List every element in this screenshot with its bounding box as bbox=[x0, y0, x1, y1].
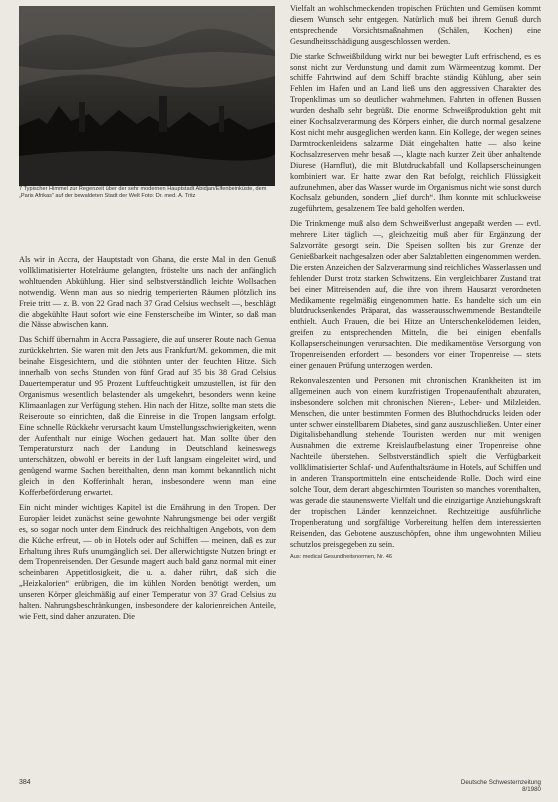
paragraph: Das Schiff übernahm in Accra Passagiere, die auf unserer Route nach Genua zurückkehrten. Sie waren mit den Jets aus Frankfurt/M. gekommen, die mit beinahe Eisgesichtern, und die stöhnten unter der feuchten Hitze. Sich innerhalb von sechs Stunden von fünf Grad auf 35 bis 38 Grad Celsius Dauertemperatur und 95 Prozent Luftfeuchtigkeit umzustellen, ist für den Organismus wesentlich belastender als umgekehrt, besonders wenn keine Klimaanlagen zur Verfügung stehen. Hin nach der Hitze, sollte man stets die Reiseroute so einrichten, daß die Einreise in die Tropen langsam erfolgt. Eine schnelle Rückkehr verursacht kaum Umstellungsschwierigkeiten, wenn der Aufenthalt nur einige Wochen gedauert hat. Man sollte über den Temperatursturz nach der Landung in Deutschland keineswegs unterschätzen, obwohl er bereits in der Luft langsam eingeleitet wird, und genügend warme Sachen bereithalten, denn man kommt bekanntlich nicht gleich in den Kofferinhalt heran, insbesondere wenn man eine Kofferbeförderung erwartet. bbox=[19, 335, 276, 498]
paragraph: Die starke Schweißbildung wirkt nur bei bewegter Luft erfrischend, es es sonst nicht zur Verdunstung und damit zum Wärmeentzug kommt. Der schiffe Fahrtwind auf dem Schiff brachte ständig Kühlung, aber sein Fehlen im Hafen und an Land ließ uns den aggressiven Charakter des Tropenklimas um so deutlicher wahrnehmen. Fahrten in offenen Bussen wurden deshalb sehr begrüßt. Die enorme Schweißproduktion geht mit einer Kochsalzverarmung des Körpers einher, die durch normal gesalzene Kost nicht mehr ausgeglichen werden kann. Ein Kollege, der wegen seines Darmtrockenleidens salzarme Diät eingehalten hatte — also keine Kochsalzreserven mehr besaß —, klagte nach kurzer Zeit über anhaltende Diurese (Harnflut), die mit Blutdruckabfall und Kollapserscheinungen kombiniert war. Er hatte zwar den Rat befolgt, reichlich Flüssigkeit aufzunehmen, aber das Wasser wurde im Organismus nicht wie sonst durch Kochsalz gebunden, sondern „lief durch“. Ihm konnte mit schluckweise zugeführtem, gesalzenem Tee bald geholfen werden. bbox=[290, 51, 541, 214]
photo-illustration bbox=[19, 6, 275, 186]
source-footnote: Aus: medical Gesundheitsnormen, Nr. 46 bbox=[290, 554, 392, 561]
tropical-sky-photo bbox=[19, 6, 275, 186]
page-number: 384 bbox=[19, 779, 31, 786]
paragraph: Vielfalt an wohlschmeckenden tropischen Früchten und Gemüsen kommt diesem Wunsch sehr entgegen. Natürlich muß bei ihrem Genuß durch entsprechende Vorsichtsmaßnahmen (Schälen, Kochen) eine Gesundheitsschädigung ausgeschlossen werden. bbox=[290, 4, 541, 46]
paragraph: Die Trinkmenge muß also dem Schweißverlust angepaßt werden — evtl. mehrere Liter täglich —, gleichzeitig muß aber für Ergänzung der Salzvorräte gesorgt sein. Die Speisen sollten bis zur Grenze der Genießbarkeit nachgesalzen oder aber Salztabletten eingenommen werden. Die ersten Anzeichen der Salzverarmung sind reichliches Wasserlassen und fehlender Durst trotz starken Schwitzens. Ein vergleichbarer Zustand trat bei einer Mitreisenden auf, die ihre von ihrem Hausarzt verordneten Medikamente regelmäßig eingenommen hatte. Es handelte sich um ein blutdrucksenkendes Präparat, das wasserausschwemmende Bestandteile enthielt. Auch Frauen, die bei Hitze an Unterschenkelödemen leiden, greifen zu entsprechenden Mitteln, die bei einigen ebenfalls Kollapserscheinungen verursachten. Die medikamentöse Versorgung von Tropenreisenden erfordert — besonders vor einer Tropenreise — stets einer genauen Prüfung unterzogen werden. bbox=[290, 219, 541, 370]
journal-citation: Deutsche Schwesternzeitung 8/1980 bbox=[460, 779, 541, 793]
right-text-column bbox=[290, 4, 541, 561]
paragraph: Ein nicht minder wichtiges Kapitel ist die Ernährung in den Tropen. Der Europäer leidet zunächst seine gewohnte Nahrungsmenge bei oder vergißt es, so sogar noch unter dem Eindruck des reichhaltigen Angebots, von dem die Küche erfreut, — ob in Hotels oder auf Schiffen — meinen, daß es zur Erhaltung ihres Rufs unumgänglich sei. Der allerwichtigste Nutzen bringt er dem Tropenreisenden. Der Gesunde magert auch bald ganz normal mit einer scheinbaren Appetitlosigkeit, die u. a. daher rührt, daß sich die „Heizkalorien“ erübrigen, die im kühlen Norden benötigt werden, um unseren Körper gleichmäßig auf einer Temperatur von 37 Grad Celsius zu halten. Nahrungsbeschränkungen, insbesondere der kalorienreichen Anteile, wie Fett, sind daher anzuraten. Die bbox=[19, 502, 276, 621]
left-text-column bbox=[19, 255, 276, 627]
photo-caption: 7 Typischer Himmel zur Regenzeit über der sehr modernen Hauptstadt Abidjan/Elfenbeinküste, dem „Paris Afrikas“ auf der bewaldeten Stadt der Welt Foto: Dr. med. A. Tritz bbox=[19, 186, 267, 199]
paragraph: Rekonvaleszenten und Personen mit chronischen Krankheiten ist im allgemeinen auch von einem kurzfristigen Tropenaufenthalt abzuraten, insbesondere solchen mit chronischen Nieren-, Leber- und Milzleiden. Menschen, die unter bestimmten Formen des Bluthochdrucks leiden oder unter schwer einstellbarem Diabetes, sind ganz auszuschließen. Unter einer Digitalisbehandlung stehende Touristen werden nur mit wenigen Ausnahmen die extreme Kreislaufbelastung einer Tropenreise ohne Nachteile überstehen. Selbstverständlich spielt die Verfügbarkeit vollklimatisierter Schlaf- und Aufenthaltsräume in Hotels, auf Schiffen und in anderen Transportmitteln eine entscheidende Rolle. Doch wird eine solche Tour, dem derart abgeschirmten Touristen so manches vorenthalten, was gerade die staunenswerte Vielfalt und die einzigartige Anziehungskraft der tropischen Länder kennzeichnet. Rechtzeitige ausführliche Tropenberatung und sorgfältige Vorbereitung helfen dem interessierten Reisenden, das Gebotene auszuschöpfen, ohne ihm ungewohnten Milieu schutzlos preisgegeben zu sein. bbox=[290, 375, 541, 549]
paragraph: Als wir in Accra, der Hauptstadt von Ghana, die erste Mal in den Genuß vollklimatisierter Hotelräume gelangten, fröstelte uns nach der anfänglich wohltuenden Abkühlung. Hier sind selbstverständlich leichte Wollsachen notwendig. Wenn man aus so niedrig temperierten Räumen plötzlich ins Freie tritt — z. B. von 22 Grad nach 37 Grad Celsius wechselt —, beschlägt die abgekühlte Haut sofort wie eine Fensterscheibe im Winter, so daß man die Nässe abwischen kann. bbox=[19, 255, 276, 330]
